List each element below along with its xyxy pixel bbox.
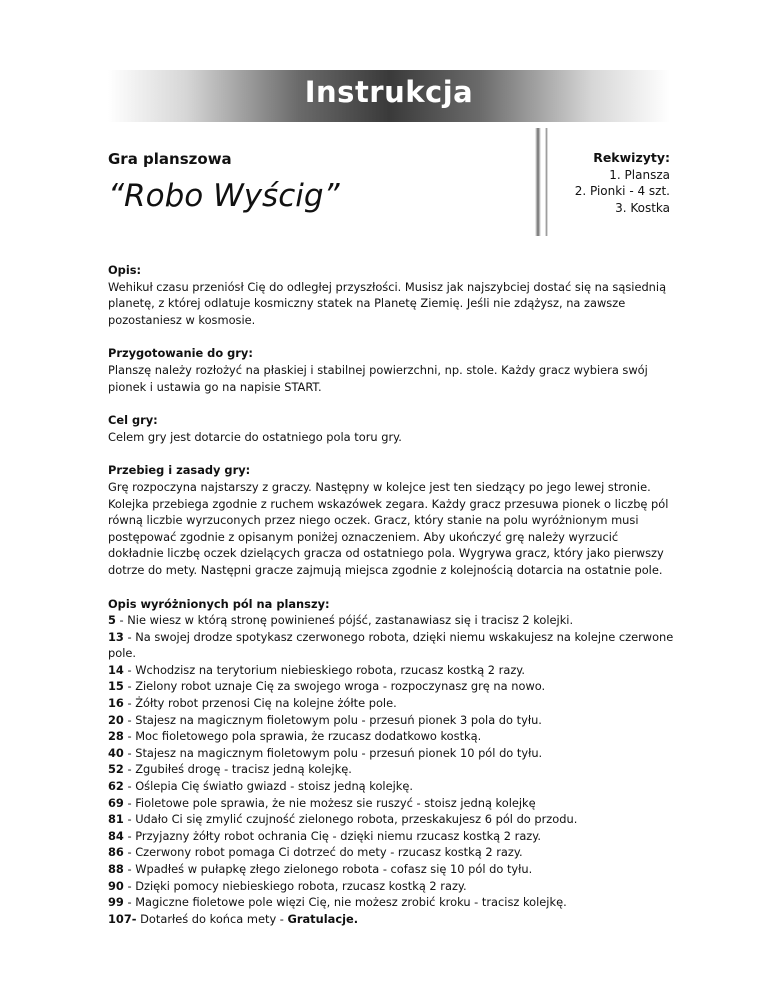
list-item <box>108 911 674 928</box>
page-title: Instrukcja <box>304 75 474 109</box>
vertical-divider-thin <box>545 128 548 236</box>
field-number: 20 <box>108 712 124 727</box>
field-description: - Magiczne fioletowe pole więzi Cię, nie możesz zrobić kroku - tracisz kolejkę. <box>123 895 567 910</box>
field-number: 14 <box>108 662 124 677</box>
congratulations: Gratulacje. <box>287 911 359 926</box>
field-number: 107- <box>108 911 137 926</box>
field-number: 28 <box>108 729 124 744</box>
field-description: - Na swojej drodze spotykasz czerwonego robota, dzięki niemu wskakujesz na kolejne czerwone pole. <box>108 629 674 661</box>
section-przygotowanie <box>108 345 674 395</box>
section-text: Celem gry jest dotarcie do ostatniego pola toru gry. <box>108 429 402 444</box>
field-number: 52 <box>108 762 124 777</box>
field-description: - Stajesz na magicznym fioletowym polu - przesuń pionek 10 pól do tyłu. <box>123 745 543 760</box>
list-item <box>108 745 674 762</box>
field-number: 16 <box>108 696 124 711</box>
field-description: - Czerwony robot pomaga Ci dotrzeć do mety - rzucasz kostką 2 razy. <box>123 845 523 860</box>
field-number: 5 <box>108 613 116 628</box>
field-description: - Oślepia Cię światło gwiazd - stoisz jedną kolejkę. <box>123 779 413 794</box>
field-description: - Zgubiłeś drogę - tracisz jedną kolejkę. <box>123 762 352 777</box>
field-number: 90 <box>108 878 124 893</box>
props-box <box>575 150 670 216</box>
section-opis <box>108 262 674 328</box>
field-description: Dotarłeś do końca mety - <box>136 911 288 926</box>
list-item <box>108 811 674 828</box>
list-item <box>108 728 674 745</box>
field-list <box>108 612 674 927</box>
field-description: - Dzięki pomocy niebieskiego robota, rzucasz kostką 2 razy. <box>123 878 467 893</box>
instructions-content <box>108 262 674 944</box>
section-heading: Przygotowanie do gry: <box>108 346 253 361</box>
list-item <box>108 662 674 679</box>
field-number: 81 <box>108 812 124 827</box>
field-number: 40 <box>108 745 124 760</box>
list-item <box>108 629 674 662</box>
section-cel <box>108 412 674 445</box>
game-title: “Robo Wyścig” <box>108 178 340 214</box>
section-heading: Opis wyróżnionych pól na planszy: <box>108 596 330 611</box>
field-number: 88 <box>108 862 124 876</box>
list-item <box>108 612 674 629</box>
section-heading: Cel gry: <box>108 413 158 428</box>
list-item <box>108 861 674 878</box>
field-description: - Stajesz na magicznym fioletowym polu - przesuń pionek 3 pola do tyłu. <box>123 712 542 727</box>
field-number: 86 <box>108 845 124 860</box>
props-item: 2. Pionki - 4 szt. <box>574 184 670 198</box>
field-number: 62 <box>108 779 124 794</box>
section-heading: Opis: <box>108 263 142 277</box>
props-heading: Rekwizyty: <box>593 150 670 165</box>
section-text: Grę rozpoczyna najstarszy z graczy. Następny w kolejce jest ten siedzący po jego lewej stronie. Kolejka przebiega zgodnie z ruchem wskazówek zegara. Każdy gracz przesuwa pionek o liczbę pól równą liczbie wyrzuconych przez niego oczek. Gracz, który stanie na polu wyróżnionym musi postępować zgodnie z opisanym poniżej oznaczeniem. Aby ukończyć grę należy wyrzucić dokładnie liczbę oczek dzielących gracza od ostatniego pola. Wygrywa gracz, który jako pierwszy dotrze do mety. Następni gracze zajmują miejsca zgodnie z kolejnością dotarcia na ostatnie pole. <box>108 479 669 577</box>
list-item <box>108 761 674 778</box>
section-text: Wehikuł czasu przeniósł Cię do odległej przyszłości. Musisz jak najszybciej dostać się na sąsiednią planetę, z której odlatuje kosmiczny statek na Planetę Ziemię. Jeśli nie zdążysz, na zawsze pozostaniesz w kosmosie. <box>108 279 667 327</box>
list-item <box>108 712 674 729</box>
field-number: 99 <box>108 895 124 910</box>
field-number: 13 <box>108 629 124 644</box>
field-description: - Wpadłeś w pułapkę złego zielonego robota - cofasz się 10 pól do tyłu. <box>123 862 533 876</box>
field-description: - Fioletowe pole sprawia, że nie możesz sie ruszyć - stoisz jedną kolejkę <box>123 795 536 810</box>
section-heading: Przebieg i zasady gry: <box>108 463 251 478</box>
field-description: - Nie wiesz w którą stronę powinieneś pójść, zastanawiasz się i tracisz 2 kolejki. <box>115 613 574 628</box>
list-item <box>108 844 674 861</box>
field-number: 84 <box>108 828 124 843</box>
field-description: - Zielony robot uznaje Cię za swojego wroga - rozpoczynasz grę na nowo. <box>123 679 546 694</box>
section-zasady <box>108 462 674 578</box>
props-item: 1. Plansza <box>609 167 670 182</box>
game-type: Gra planszowa <box>108 150 232 168</box>
list-item <box>108 778 674 795</box>
field-description: - Przyjazny żółty robot ochrania Cię - dzięki niemu rzucasz kostką 2 razy. <box>123 828 542 843</box>
list-item <box>108 894 674 911</box>
list-item <box>108 878 674 895</box>
field-description: - Wchodzisz na terytorium niebieskiego robota, rzucasz kostką 2 razy. <box>123 662 526 677</box>
field-description: - Moc fioletowego pola sprawia, że rzucasz dodatkowo kostką. <box>123 729 482 744</box>
list-item <box>108 795 674 812</box>
field-description: - Udało Ci się zmylić czujność zielonego robota, przeskakujesz 6 pól do przodu. <box>123 812 578 827</box>
vertical-divider <box>535 128 541 236</box>
props-item: 3. Kostka <box>615 200 670 215</box>
field-description: - Żółty robot przenosi Cię na kolejne żółte pole. <box>123 696 397 711</box>
section-text: Planszę należy rozłożyć na płaskiej i stabilnej powierzchni, np. stole. Każdy gracz wybiera swój pionek i ustawia go na napisie START. <box>108 362 648 394</box>
field-number: 69 <box>108 795 124 810</box>
title-banner <box>108 70 670 122</box>
list-item <box>108 678 674 695</box>
list-item <box>108 695 674 712</box>
list-item <box>108 828 674 845</box>
section-pola <box>108 596 674 928</box>
field-number: 15 <box>108 679 124 694</box>
